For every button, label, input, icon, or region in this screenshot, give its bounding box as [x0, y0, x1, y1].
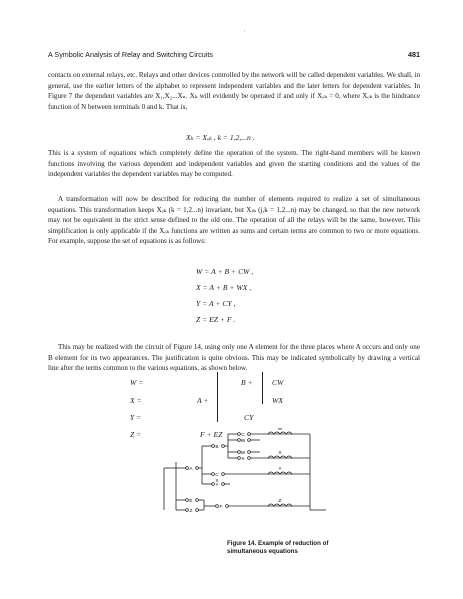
relay-label-y: Y [278, 467, 282, 472]
figure-14-circuit [160, 428, 330, 536]
relay-label-x: X [278, 451, 282, 456]
contact-label-b: B [215, 445, 219, 450]
contact-label-w2: W [240, 451, 246, 456]
contact-label-f: F [219, 505, 223, 510]
contact-label-a: A [189, 467, 193, 472]
contact-label-c2: C [215, 473, 219, 478]
factored-cw-term: CW [272, 378, 284, 387]
paragraph-4: This may be realized with the circuit of Figure 14, using only one A element for the three places where A occurs and only one B element for its two appearances. The justification is quite obvious. This may be indicated symbolically by drawing a vertical line after the terms common to the various equations, as shown below. [48, 343, 420, 373]
factored-z-rhs: F + EZ [200, 430, 223, 439]
contact-label-z: Z [189, 509, 193, 514]
equation-x: X = A + B + WX , [196, 283, 252, 292]
factored-lhs-z: Z = [130, 430, 142, 439]
contact-label-e: E [189, 499, 193, 504]
running-header [48, 50, 420, 59]
factored-lhs-y: Y = [130, 413, 142, 422]
equation-w: W = A + B + CW , [196, 267, 254, 276]
header-title: A Symbolic Analysis of Relay and Switching Circuits [48, 50, 213, 59]
factored-lhs-x: X = [130, 396, 142, 405]
equation-y: Y = A + CY , [196, 299, 236, 308]
vertical-line-b [262, 372, 263, 404]
factored-b-term: B + [241, 378, 253, 387]
paragraph-3: A transformation will now be described for reducing the number of elements required to realize a set of simultaneous equations. This transformation keeps Xₒₖ (k = 1,2...n) invariant, but Xⱼₖ (j,k = 1,2...n) may be changed, so that the new network may not be equivalent in the strict sense defined to the old one. The operation of all the relays will be the same, however, This simplification is only applicable if the Xₒₖ functions are written as sums and certain terms are common to two or more equations. For example, suppose the set of equations is as follows: [48, 195, 420, 246]
contact-label-c1: C [241, 433, 245, 438]
factored-lhs-w: W = [130, 378, 144, 387]
vertical-line-a [217, 372, 218, 422]
paragraph-2: This is a system of equations which completely define the operation of the system. The right-hand members will be known functions involving the various dependent and independent variables and given the starting conditions and the values of the independent variables the dependent variables may be computed. [48, 149, 420, 179]
factored-wx-term: WX [272, 396, 283, 405]
page-number: 481 [408, 50, 420, 59]
contact-label-x1: X [241, 457, 245, 462]
contact-label-w1: W [240, 439, 246, 444]
factored-a-term: A + [197, 396, 209, 405]
equation-z: Z = EZ + F . [196, 315, 236, 324]
contact-label-y: Y [215, 483, 219, 488]
relay-label-z: Z [278, 499, 282, 504]
relay-label-w: W [277, 428, 283, 432]
equation-xk: Xₖ = Xₒₖ , k = 1,2,...n . [186, 133, 255, 142]
factored-cy-term: CY [244, 413, 254, 422]
paragraph-1: contacts on external relays, etc. Relays and other devices controlled by the network will be called dependent variables. We shall, in general, use the earlier letters of the alphabet to represent independent variables and the later letters for dependent variables. In Figure 7 the dependent variables are X₁,X₂...Xₙ. Xₖ will evidently be operated if and only if Xₒₖ = 0, where Xₒₖ is the hindrance function of N between terminals 0 and k. That is, [48, 71, 420, 111]
stray-mark: ' [244, 30, 246, 36]
figure-caption: Figure 14. Example of reduction of simultaneous equations [227, 540, 329, 555]
contact-label-x2: X [215, 479, 219, 484]
